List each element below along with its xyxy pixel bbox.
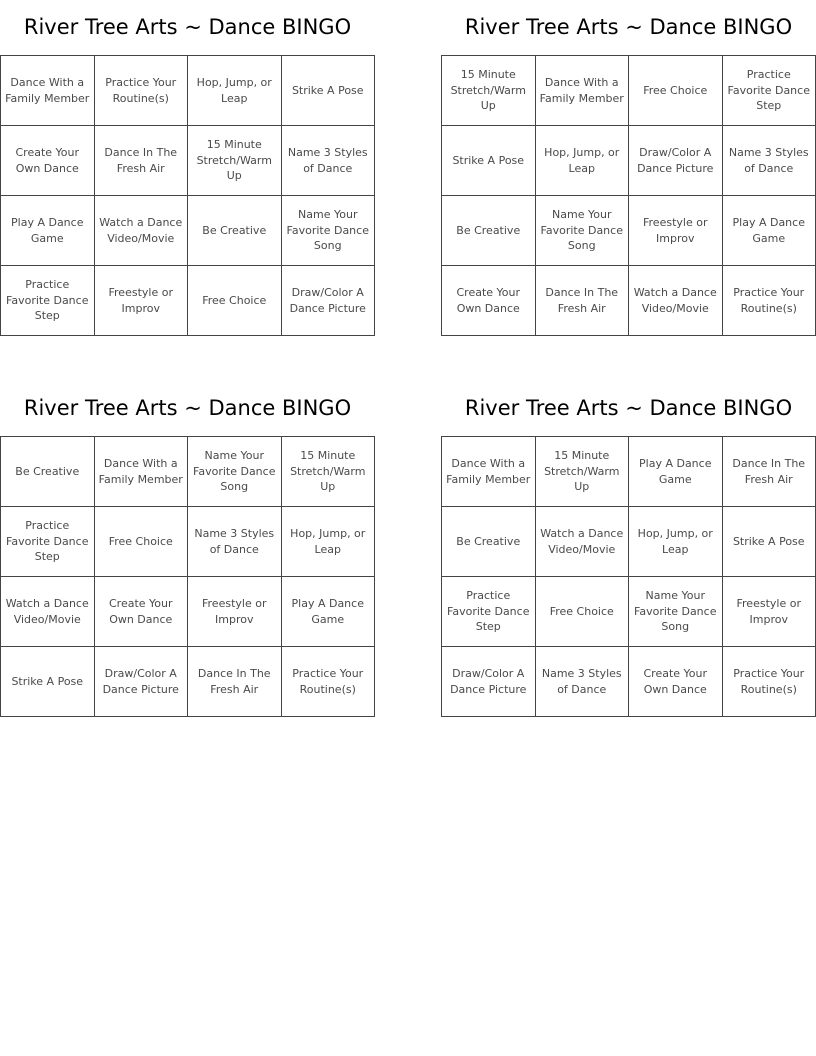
bingo-square: Practice Favorite Dance Step — [1, 266, 95, 336]
bingo-square: Play A Dance Game — [1, 196, 95, 266]
bingo-square: Create Your Own Dance — [95, 577, 189, 647]
bingo-square: Watch a Dance Video/Movie — [95, 196, 189, 266]
bingo-grid — [441, 55, 816, 336]
bingo-square: Be Creative — [1, 437, 95, 507]
bingo-square: Freestyle or Improv — [629, 196, 723, 266]
bingo-square: Create Your Own Dance — [629, 647, 723, 717]
bingo-square: Free Choice — [629, 56, 723, 126]
bingo-square: Strike A Pose — [442, 126, 536, 196]
bingo-square: Dance With a Family Member — [1, 56, 95, 126]
bingo-grid — [0, 436, 375, 717]
bingo-square: Freestyle or Improv — [95, 266, 189, 336]
bingo-square: Name Your Favorite Dance Song — [536, 196, 630, 266]
bingo-square: Practice Your Routine(s) — [282, 647, 376, 717]
bingo-square: Be Creative — [188, 196, 282, 266]
bingo-grid — [441, 436, 816, 717]
bingo-square: Practice Your Routine(s) — [723, 647, 816, 717]
bingo-square: Play A Dance Game — [629, 437, 723, 507]
bingo-square: Name 3 Styles of Dance — [536, 647, 630, 717]
bingo-square: Free Choice — [95, 507, 189, 577]
bingo-square: Hop, Jump, or Leap — [536, 126, 630, 196]
bingo-square: Draw/Color A Dance Picture — [282, 266, 376, 336]
bingo-square: Play A Dance Game — [723, 196, 816, 266]
bingo-square: Be Creative — [442, 507, 536, 577]
bingo-square: Name 3 Styles of Dance — [188, 507, 282, 577]
bingo-card-4 — [441, 381, 816, 717]
bingo-square: Name Your Favorite Dance Song — [629, 577, 723, 647]
bingo-square: Strike A Pose — [282, 56, 376, 126]
bingo-square: Hop, Jump, or Leap — [629, 507, 723, 577]
bingo-square: 15 Minute Stretch/Warm Up — [442, 56, 536, 126]
bingo-square: Strike A Pose — [1, 647, 95, 717]
bingo-grid — [0, 55, 375, 336]
bingo-square: Free Choice — [188, 266, 282, 336]
bingo-square: Draw/Color A Dance Picture — [95, 647, 189, 717]
bingo-square: Draw/Color A Dance Picture — [442, 647, 536, 717]
bingo-square: Draw/Color A Dance Picture — [629, 126, 723, 196]
bingo-square: 15 Minute Stretch/Warm Up — [188, 126, 282, 196]
bingo-square: Freestyle or Improv — [723, 577, 816, 647]
bingo-square: Watch a Dance Video/Movie — [536, 507, 630, 577]
card-title: River Tree Arts ~ Dance BINGO — [464, 15, 793, 39]
bingo-square: Free Choice — [536, 577, 630, 647]
card-title: River Tree Arts ~ Dance BINGO — [23, 396, 352, 420]
bingo-square: Practice Favorite Dance Step — [723, 56, 816, 126]
bingo-square: Create Your Own Dance — [1, 126, 95, 196]
bingo-square: Dance In The Fresh Air — [723, 437, 816, 507]
bingo-card-3 — [0, 381, 375, 717]
bingo-square: Practice Your Routine(s) — [95, 56, 189, 126]
bingo-square: Dance In The Fresh Air — [536, 266, 630, 336]
bingo-square: Name 3 Styles of Dance — [723, 126, 816, 196]
bingo-card-1 — [0, 0, 375, 336]
bingo-square: Hop, Jump, or Leap — [188, 56, 282, 126]
bingo-square: Name 3 Styles of Dance — [282, 126, 376, 196]
bingo-square: Watch a Dance Video/Movie — [1, 577, 95, 647]
bingo-square: Dance With a Family Member — [95, 437, 189, 507]
bingo-square: Dance With a Family Member — [536, 56, 630, 126]
bingo-card-2 — [441, 0, 816, 336]
bingo-square: Be Creative — [442, 196, 536, 266]
bingo-square: Dance In The Fresh Air — [95, 126, 189, 196]
bingo-square: 15 Minute Stretch/Warm Up — [536, 437, 630, 507]
bingo-square: Strike A Pose — [723, 507, 816, 577]
bingo-square: Play A Dance Game — [282, 577, 376, 647]
bingo-square: 15 Minute Stretch/Warm Up — [282, 437, 376, 507]
bingo-square: Practice Your Routine(s) — [723, 266, 816, 336]
bingo-square: Dance With a Family Member — [442, 437, 536, 507]
bingo-square: Watch a Dance Video/Movie — [629, 266, 723, 336]
bingo-square: Freestyle or Improv — [188, 577, 282, 647]
bingo-square: Hop, Jump, or Leap — [282, 507, 376, 577]
bingo-square: Create Your Own Dance — [442, 266, 536, 336]
bingo-square: Dance In The Fresh Air — [188, 647, 282, 717]
card-title: River Tree Arts ~ Dance BINGO — [23, 15, 352, 39]
bingo-square: Name Your Favorite Dance Song — [188, 437, 282, 507]
card-title: River Tree Arts ~ Dance BINGO — [464, 396, 793, 420]
bingo-square: Practice Favorite Dance Step — [1, 507, 95, 577]
bingo-square: Name Your Favorite Dance Song — [282, 196, 376, 266]
bingo-square: Practice Favorite Dance Step — [442, 577, 536, 647]
